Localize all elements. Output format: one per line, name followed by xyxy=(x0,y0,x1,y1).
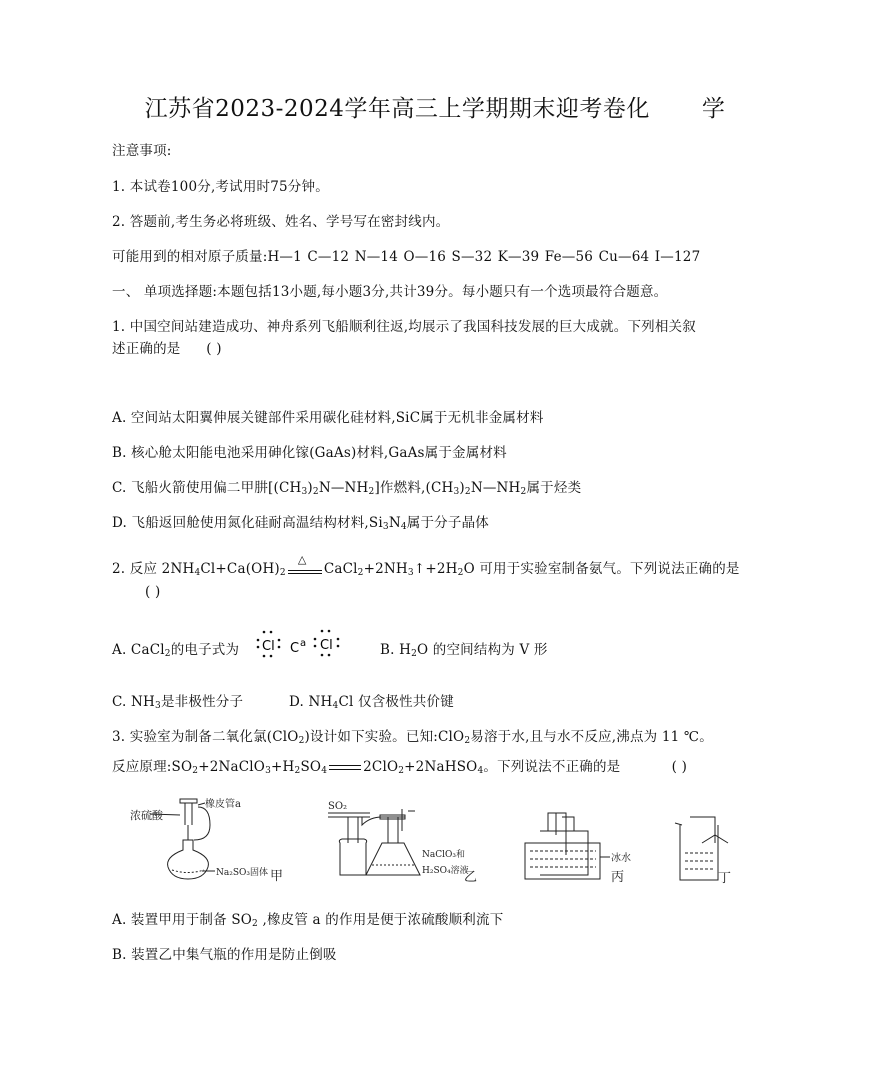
q2-part4: +2NH xyxy=(363,561,408,577)
q3-answer-paren: ( ) xyxy=(671,759,688,775)
dot-cl-right: Cl xyxy=(320,638,333,653)
q3-r1: 反应原理:SO xyxy=(112,759,193,775)
q2-part5: ↑+2H xyxy=(413,561,458,577)
sub: 4 xyxy=(477,766,484,776)
sub: 4 xyxy=(332,701,339,711)
label-bing: 丙 xyxy=(611,870,625,885)
q3-stem-line1 xyxy=(112,725,713,746)
q3-option-b: B. 装置乙中集气瓶的作用是防止倒吸 xyxy=(112,947,337,963)
q3-r4: SO xyxy=(300,759,322,775)
q2-option-d xyxy=(289,690,454,711)
q2-c-part2: 是非极性分子 xyxy=(160,694,244,710)
apparatus-figure xyxy=(130,795,750,890)
q1-c-part2: ) xyxy=(307,480,313,496)
q2-c-part1: C. NH xyxy=(112,694,156,710)
q1-d-part2: N xyxy=(388,515,401,531)
q3-a-part1: A. 装置甲用于制备 SO xyxy=(112,912,253,928)
delta-symbol: △ xyxy=(297,552,307,566)
q2-option-b xyxy=(380,638,548,659)
heating-equals-sign xyxy=(286,552,324,577)
label-jia: 甲 xyxy=(270,869,284,884)
section-1-heading: 一、 单项选择题:本题包括13小题,每小题3分,共计39分。每小题只有一个选项最符合题意。 xyxy=(112,284,668,300)
sub: 2 xyxy=(294,766,301,776)
note-item-2: 2. 答题前,考生务必将班级、姓名、学号写在密封线内。 xyxy=(112,214,450,230)
q1-option-d xyxy=(112,511,489,532)
q1-c-part6: N—NH xyxy=(470,480,521,496)
q1-option-a: A. 空间站太阳翼伸展关键部件采用碳化硅材料,SiC属于无机非金属材料 xyxy=(112,410,544,426)
atomic-masses: 可能用到的相对原子质量:H—1 C—12 N—14 O—16 S—32 K—39 Fe—56 Cu—64 I—127 xyxy=(112,249,701,265)
q1-c-part1: C. 飞船火箭使用偏二甲肼[(CH xyxy=(112,480,302,496)
label-ice-water: 冰水 xyxy=(611,853,631,864)
dot-a: a xyxy=(300,638,307,649)
q3-part3: 易溶于水,且与水不反应,沸点为 11 ℃。 xyxy=(470,729,713,745)
sub: 3 xyxy=(301,487,308,497)
sub: 3 xyxy=(407,568,414,578)
q3-part2: )设计如下实验。已知:ClO xyxy=(304,729,465,745)
q2-d-part1: D. NH xyxy=(289,694,333,710)
sub: 2 xyxy=(192,766,199,776)
sub: 2 xyxy=(368,487,375,497)
label-yi: 乙 xyxy=(464,870,478,885)
label-na2so3: Na₂SO₃固体 xyxy=(216,868,269,878)
sub: 2 xyxy=(312,487,319,497)
sub: 3 xyxy=(453,487,460,497)
q3-option-a xyxy=(112,908,503,929)
q3-r2: +2NaClO xyxy=(198,759,266,775)
q1-c-part7: 属于烃类 xyxy=(526,480,582,496)
q1-stem-line2 xyxy=(112,337,243,357)
q1-c-part5: ) xyxy=(459,480,465,496)
q1-option-c xyxy=(112,476,581,497)
q2-stem xyxy=(112,552,740,578)
sub: 2 xyxy=(464,736,471,746)
title-main: 江苏省2023-2024学年高三上学期期末迎考卷化 xyxy=(144,96,650,122)
sub: 2 xyxy=(457,568,464,578)
equals-sign xyxy=(329,765,361,770)
q1-stem-text: 述正确的是 xyxy=(112,341,181,357)
notes-heading: 注意事项: xyxy=(112,143,172,159)
label-conc-acid: 浓硫酸 xyxy=(130,809,163,822)
electron-dot-formula xyxy=(250,624,350,664)
q2-option-a xyxy=(112,638,239,659)
label-ding: 丁 xyxy=(718,871,732,886)
q2-option-c xyxy=(112,690,243,711)
q2-answer-paren: ( ) xyxy=(145,584,161,600)
q1-c-part3: N—NH xyxy=(318,480,369,496)
sub: 3 xyxy=(265,766,272,776)
sub: 2 xyxy=(164,649,171,659)
sub: 2 xyxy=(411,649,418,659)
q2-d-part2: Cl 仅含极性共价键 xyxy=(338,694,454,710)
q3-r6: +2NaHSO xyxy=(404,759,478,775)
sub: 3 xyxy=(155,701,161,711)
sub: 4 xyxy=(321,766,328,776)
q3-stem-line2 xyxy=(112,755,708,776)
q2-part2: Cl+Ca(OH) xyxy=(200,561,280,577)
sub: 2 xyxy=(279,568,286,578)
q1-d-part3: 属于分子晶体 xyxy=(406,515,489,531)
exam-title xyxy=(0,90,870,123)
dot-ca: C xyxy=(290,641,300,656)
sub: 2 xyxy=(398,766,405,776)
q2-a-part2: 的电子式为 xyxy=(170,642,240,658)
q2-a-part1: A. CaCl xyxy=(112,642,165,658)
title-tail: 学 xyxy=(701,96,726,122)
sub: 2 xyxy=(520,487,527,497)
q1-option-b: B. 核心舱太阳能电池采用砷化镓(GaAs)材料,GaAs属于金属材料 xyxy=(112,445,507,461)
sub: 2 xyxy=(298,736,305,746)
q1-stem-line1: 1. 中国空间站建造成功、神舟系列飞船顺利往返,均展示了我国科技发展的巨大成就。下列相关叙 xyxy=(112,319,696,335)
label-h2so4: H₂SO₄溶液 xyxy=(422,866,469,876)
apparatus-yi xyxy=(328,809,420,875)
q3-part1: 3. 实验室为制备二氧化氯(ClO xyxy=(112,729,299,745)
label-naclo3: NaClO₃和 xyxy=(422,850,465,860)
q2-part6: O 可用于实验室制备氨气。下列说法正确的是 xyxy=(463,561,740,577)
q3-r7: 。下列说法不正确的是 xyxy=(483,759,621,775)
apparatus-bing xyxy=(525,813,610,879)
q1-answer-paren: ( ) xyxy=(206,341,222,357)
q2-b-part2: O 的空间结构为 V 形 xyxy=(417,642,548,658)
sub: 2 xyxy=(252,919,258,929)
sub: 2 xyxy=(357,568,364,578)
q3-r3: +H xyxy=(271,759,295,775)
q3-a-part2: ,橡皮管 a 的作用是便于浓硫酸顺利流下 xyxy=(257,912,504,928)
sub: 3 xyxy=(382,522,389,532)
label-so2: SO₂ xyxy=(328,801,348,812)
dot-cl-left: Cl xyxy=(262,639,275,654)
note-item-1: 1. 本试卷100分,考试用时75分钟。 xyxy=(112,179,329,195)
sub: 4 xyxy=(400,522,407,532)
q2-part1: 2. 反应 2NH xyxy=(112,561,195,577)
q2-part3: CaCl xyxy=(323,561,358,577)
sub: 2 xyxy=(464,487,471,497)
q2-b-part1: B. H xyxy=(380,642,412,658)
q1-c-part4: ]作燃料,(CH xyxy=(374,480,454,496)
sub: 4 xyxy=(194,568,201,578)
q3-r5: 2ClO xyxy=(363,759,399,775)
q1-d-part1: D. 飞船返回舱使用氮化硅耐高温结构材料,Si xyxy=(112,515,383,531)
label-rubber-tube: 橡皮管a xyxy=(205,799,241,810)
